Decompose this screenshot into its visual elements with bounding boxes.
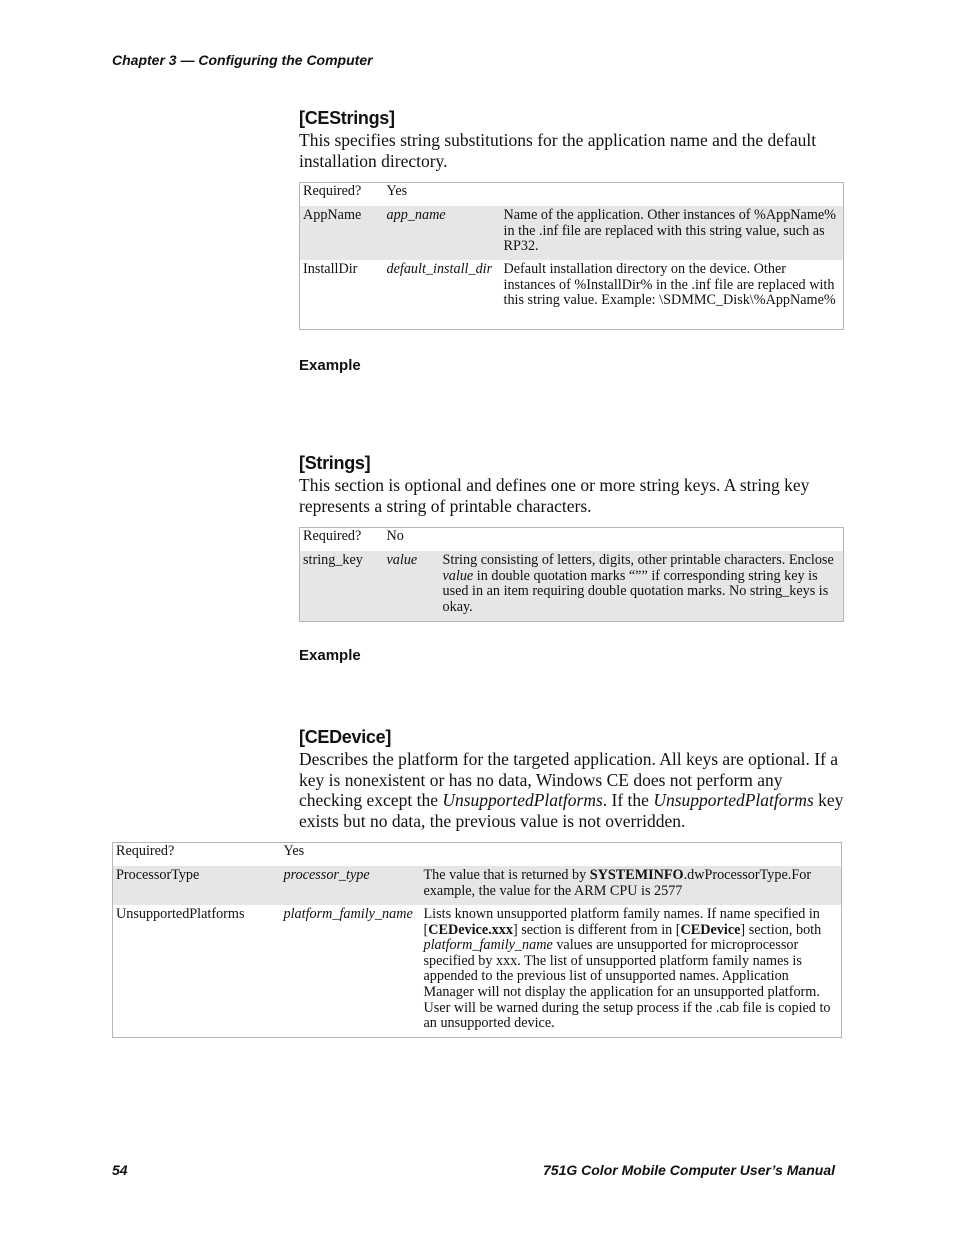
manual-title: 751G Color Mobile Computer User’s Manual [543, 1162, 835, 1178]
required-label: Required? [113, 843, 281, 867]
cestrings-example-label: Example [299, 357, 361, 374]
running-header: Chapter 3 — Configuring the Computer [112, 52, 373, 68]
cestrings-heading: [CEStrings] [299, 108, 395, 128]
key-cell: AppName [300, 206, 384, 260]
table-row [300, 206, 844, 260]
key-cell: ProcessorType [113, 866, 281, 905]
cedevice-heading: [CEDevice] [299, 727, 392, 747]
description-cell: The value that is returned by SYSTEMINFO.dwProcessorType.For example, the value for the ARM CPU is 2577 [421, 866, 842, 905]
required-value: Yes [384, 183, 501, 207]
value-cell: value [384, 551, 440, 622]
value-cell: platform_family_name [281, 905, 421, 1038]
description-cell: Lists known unsupported platform family names. If name specified in [CEDevice.xxx] section is different from in [CEDevice] section, both platform_family_name values are unsupported for microprocessor specified by xxx. The list of unsupported platform family names is appended to the previous list of unsupported names. Application Manager will not display the application for an unsupported platform. User will be warned during the setup process if the .cab file is copied to an unsupported device. [421, 905, 842, 1038]
strings-heading: [Strings] [299, 453, 371, 473]
cestrings-description: This specifies string substitutions for the application name and the default installation directory. [299, 130, 817, 171]
required-label: Required? [300, 528, 384, 552]
table-row [300, 551, 844, 622]
value-cell: processor_type [281, 866, 421, 905]
page-number: 54 [112, 1162, 128, 1178]
table-row [300, 528, 844, 552]
table-row [300, 260, 844, 330]
table-row [113, 866, 842, 905]
required-value: No [384, 528, 440, 552]
description-cell: Name of the application. Other instances of %AppName% in the .inf file are replaced with this string value, such as RP32. [501, 206, 844, 260]
value-cell: default_install_dir [384, 260, 501, 330]
table-row [113, 905, 842, 1038]
required-label: Required? [300, 183, 384, 207]
cedevice-description: Describes the platform for the targeted application. All keys are optional. If a key is nonexistent or has no data, Windows CE does not perform any checking except the UnsupportedPlatforms. If the UnsupportedPlatforms key exists but no data, the previous value is not overridden. [299, 749, 844, 831]
table-row [113, 843, 842, 867]
cestrings-table [299, 182, 844, 330]
required-value: Yes [281, 843, 421, 867]
table-row [300, 183, 844, 207]
strings-table [299, 527, 844, 622]
key-cell: string_key [300, 551, 384, 622]
strings-description: This section is optional and defines one or more string keys. A string key represents a string of printable characters. [299, 475, 810, 516]
description-cell: String consisting of letters, digits, other printable characters. Enclose value in double quotation marks “”” if corresponding string key is used in an item requiring double quotation marks. No string_keys is okay. [440, 551, 844, 622]
value-cell: app_name [384, 206, 501, 260]
cedevice-table [112, 842, 842, 1038]
strings-example-label: Example [299, 647, 361, 664]
description-cell: Default installation directory on the device. Other instances of %InstallDir% in the .inf file are replaced with this string value. Example: \SDMMC_Disk\%AppName% [501, 260, 844, 330]
key-cell: UnsupportedPlatforms [113, 905, 281, 1038]
key-cell: InstallDir [300, 260, 384, 330]
